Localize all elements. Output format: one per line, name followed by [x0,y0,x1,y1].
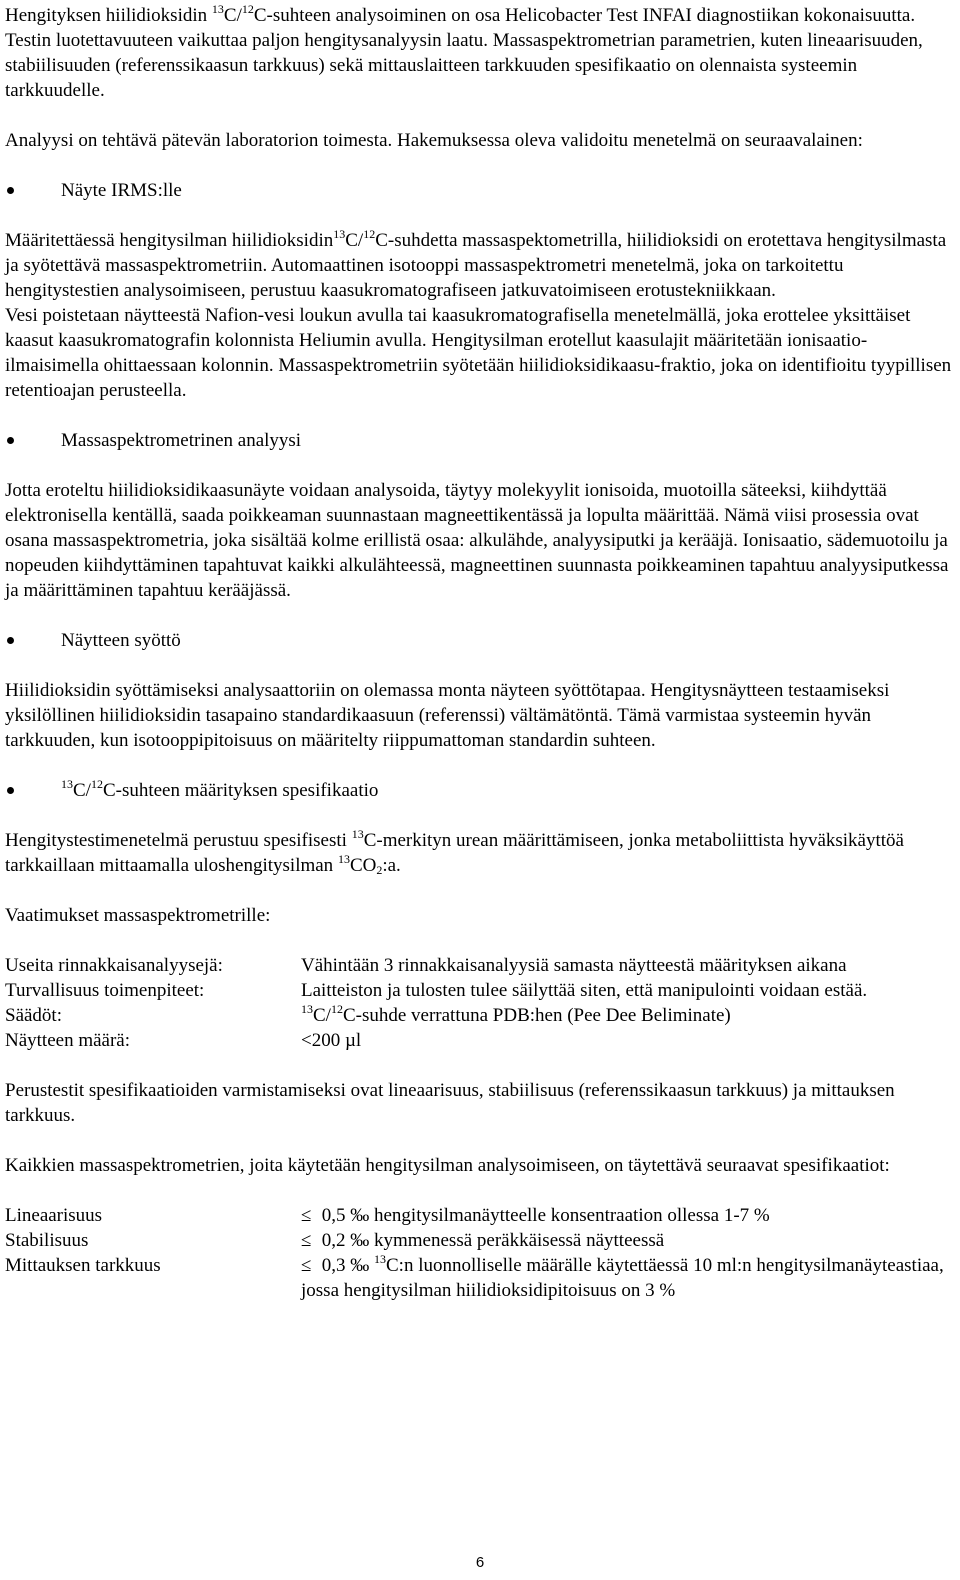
spec-label: Stabilisuus [5,1230,89,1251]
water-removal-paragraph: Vesi poistetaan näytteestä Nafion-vesi loukun avulla tai kaasukromatografisella menetelmällä, joka erottelee yksittäiset kaasut kaasukromatografin kolonnista Heliumin avulla. Hengitysilman erotellut kaasulajit määritetään ionisaatio-ilmaisimella ohittaessaan kolonnin. Massaspektrometriin syötetään hiilidioksidikaasu-fraktio, joka on identifioitu tyypillisen retentioajan perusteella. [5,305,952,401]
lab-paragraph: Analyysi on tehtävä pätevän laboratorion toimesta. Hakemuksessa oleva validoitu menetelmä on seuraavalainen: [5,130,863,151]
spec-value: ≤ 0,3 ‰ $^{13}$C:n luonnolliselle määrälle käytettäessä 10 ml:n hengitysilmanäyteastiaa, jossa hengitysilman hiilidioksidipitoisuus on 3 % [301,1252,944,1301]
requirements-table [5,953,955,1053]
requirement-label: Useita rinnakkaisanalyysejä: [5,955,223,976]
spec-value: ≤ 0,5 ‰ hengitysilmanäytteelle konsentraation ollessa 1-7 % [301,1205,770,1226]
bullet-sample-input: Näytteen syöttö [5,628,955,653]
less-equal-symbol: ≤ [301,1255,312,1276]
requirement-value: Laitteiston ja tulosten tulee säilyttää siten, että manipulointi voidaan estää. [301,980,868,1001]
requirement-label: Säädöt: [5,1005,62,1026]
breath-test-paragraph: Hengitystestimenetelmä perustuu spesifisesti $^{13}$C-merkityn urean määrittämiseen, jonka metaboliittista hyväksikäyttöä tarkkaillaan mittaamalla uloshengitysilman $^{13}CO_2:a$. [5,827,904,877]
requirement-row [5,1003,955,1028]
mass-spec-paragraph: Jotta eroteltu hiilidioksidikaasunäyte voidaan analysoida, täytyy molekyylit ionisoida, muotoilla säteeksi, kiihdyttää elektronisella kentällä, saada poikkeaman suunnastaan magneettikentässä ja lopulta määrittää. Nämä viisi prosessia ovat osana massaspektrometria, joka sisältää kolme erillistä osaa: alkulähde, analyysiputki ja kerääjä. Ionisaatio, sädemuotoilu ja nopeuden kiihdyttäminen tapahtuvat kaikki alkulähteessä, magneettinen suunnasta poikkeaminen tapahtuu analyysiputkessa ja määrittäminen tapahtuu kerääjässä. [5,480,949,601]
document-page [5,3,955,1303]
requirement-row [5,978,955,1003]
bullet-mass-spec-analysis: Massaspektrometrinen analyysi [5,428,955,453]
page-number: 6 [475,1554,485,1571]
spec-intro-paragraph: Kaikkien massaspektrometrien, joita käytetään hengitysilman analysoimiseen, on täytettävä seuraavat spesifikaatiot: [5,1155,890,1176]
bullet-dot [7,187,14,194]
spec-label: Lineaarisuus [5,1205,103,1226]
requirement-label: Turvallisuus toimenpiteet: [5,980,205,1001]
bullet-dot [7,437,14,444]
sample-input-paragraph: Hiilidioksidin syöttämiseksi analysaattoriin on olemassa monta näyteen syöttötapaa. Hengitysnäytteen testaamiseksi yksilöllinen hiilidioksidin tasapaino standardikaasuun (referenssi) vältämätöntä. Tämä varmistaa systeemin hyvän tarkkuuden, kun isotooppipitoisuus on määritelty riippumattoman standardin suhteen. [5,680,890,751]
spec-table [5,1203,955,1303]
spec-row [5,1253,955,1303]
spec-row [5,1228,955,1253]
bullet-dot [7,787,14,794]
requirement-label: Näytteen määrä: [5,1030,131,1051]
requirement-row [5,953,955,978]
requirement-value: <200 µl [301,1030,362,1051]
less-equal-symbol: ≤ [301,1230,312,1251]
requirement-row [5,1028,955,1053]
bullet-ratio-spec: $^{13}$C/$^{12}$C-suhteen määrityksen spesifikaatio [5,778,955,803]
requirements-heading: Vaatimukset massaspektrometrille: [5,905,271,926]
spec-label: Mittauksen tarkkuus [5,1255,161,1276]
spec-row [5,1203,955,1228]
requirement-value: Vähintään 3 rinnakkaisanalyysiä samasta näytteestä määrityksen aikana [301,955,847,976]
bullet-dot [7,637,14,644]
bullet-sample-irms: Näyte IRMS:lle [5,178,955,203]
irms-paragraph: Määritettäessä hengitysilman hiilidioksidin$^{13}$C/$^{12}$C-suhdetta massaspektometrilla, hiilidioksidi on erotettava hengitysilmasta ja syötettävä massaspektrometriin. Automaattinen isotooppi massaspektrometri menetelmä, joka on tarkoitettu hengitystestien analysoimiseen, perustuu kaasukromatografiseen jatkuvatoimiseen erotustekniikkaan. [5,227,947,301]
basic-tests-paragraph: Perustestit spesifikaatioiden varmistamiseksi ovat lineaarisuus, stabiilisuus (referenssikaasun tarkkuus) ja mittauksen tarkkuus. [5,1080,895,1126]
less-equal-symbol: ≤ [301,1205,312,1226]
intro-paragraph: Hengityksen hiilidioksidin $^{13}$C/$^{12}$C-suhteen analysoiminen on osa Helicobacter Test INFAI diagnostiikan kokonaisuutta. Testin luotettavuuteen vaikuttaa paljon hengitysanalyysin laatu. Massaspektrometrian parametrien, kuten lineaarisuuden, stabiilisuuden (referenssikaasun tarkkuus) sekä mittauslaitteen tarkkuuden spesifikaatio on olennaista systeemin tarkkuudelle. [5,2,923,101]
requirement-value: $^{13}$C/$^{12}$C-suhde verrattuna PDB:hen (Pee Dee Beliminate) [301,1002,731,1026]
spec-value: ≤ 0,2 ‰ kymmenessä peräkkäisessä näytteessä [301,1230,665,1251]
